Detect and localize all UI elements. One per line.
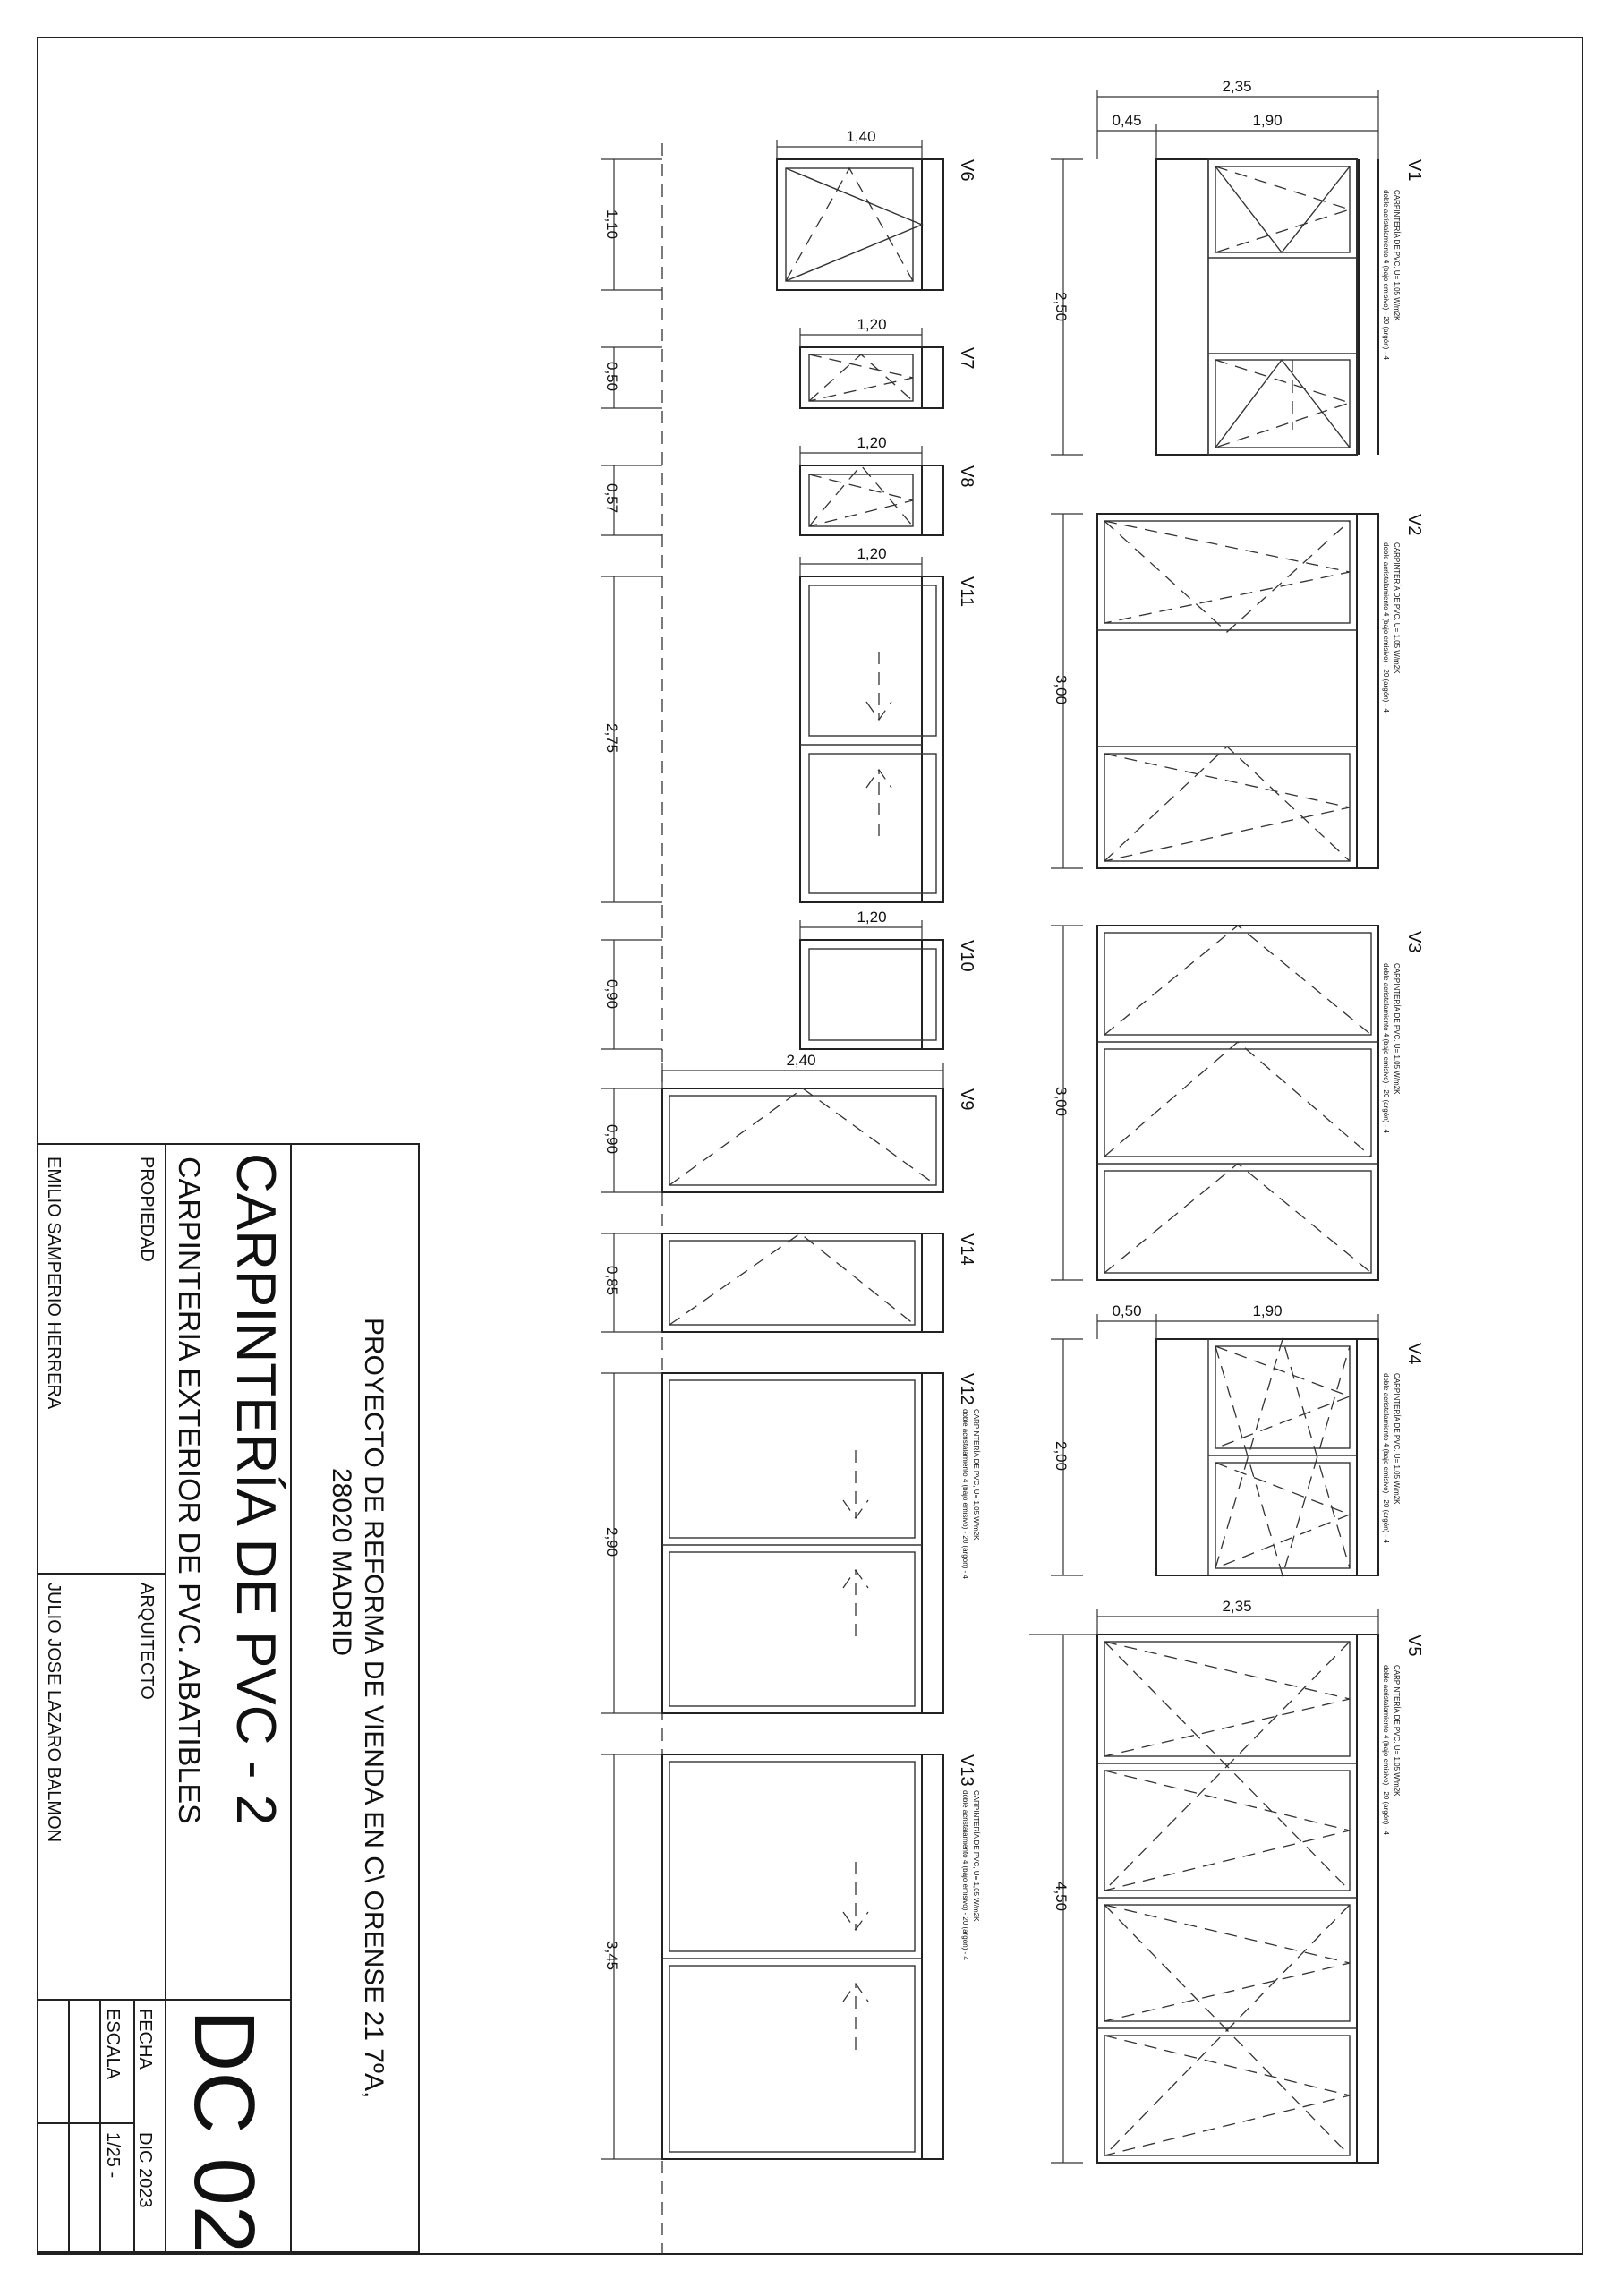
width-v1-left: 0,45 (1112, 112, 1142, 129)
height-v11: 2,75 (603, 723, 620, 754)
svg-text:doble acristalamiento 4 (bajo: doble acristalamiento 4 (bajo emisivo) - 20 (argón) - 4 (1382, 190, 1390, 360)
sheet-border (38, 38, 1582, 2254)
height-v9: 0,90 (603, 1124, 620, 1155)
owner-label: PROPIEDAD (137, 1157, 157, 1262)
project-title-line2: 28020 MADRID (327, 1468, 356, 1657)
date-label: FECHA (135, 2009, 155, 2070)
height-v8: 0,57 (603, 483, 620, 514)
width-v7: 1,20 (857, 316, 887, 333)
date-value: DIC 2023 (135, 2132, 155, 2208)
window-v9 (662, 1088, 943, 1192)
window-v8 (800, 465, 943, 535)
height-v13: 3,45 (603, 1941, 620, 1971)
spec-note-v12 (961, 1409, 980, 1579)
scale-label: ESCALA (103, 2009, 123, 2079)
spec-note-v1 (1382, 190, 1401, 360)
spec-note-v5 (1382, 1665, 1401, 1835)
svg-text:CARPINTERÍA DE PVC, U= 1,05 W/: CARPINTERÍA DE PVC, U= 1,05 W/m2K (1393, 1665, 1401, 1797)
window-v7 (800, 347, 943, 408)
window-id-v11: V11 (957, 576, 976, 608)
window-v10 (800, 940, 943, 1049)
window-id-v12: V12 (957, 1373, 976, 1405)
window-v13 (662, 1754, 943, 2159)
width-v10: 1,20 (857, 909, 887, 926)
svg-text:CARPINTERÍA DE PVC, U= 1,05 W/: CARPINTERÍA DE PVC, U= 1,05 W/m2K (1393, 190, 1401, 321)
width-v4-right: 1,90 (1252, 1302, 1283, 1319)
window-id-v5: V5 (1404, 1635, 1424, 1657)
svg-text:CARPINTERÍA DE PVC, U= 1,05 W/: CARPINTERÍA DE PVC, U= 1,05 W/m2K (972, 1409, 980, 1541)
svg-text:CARPINTERÍA DE PVC, U= 1,05 W/: CARPINTERÍA DE PVC, U= 1,05 W/m2K (972, 1790, 980, 1922)
window-id-v9: V9 (957, 1088, 976, 1111)
window-id-v4: V4 (1404, 1343, 1424, 1365)
height-v14: 0,85 (603, 1266, 620, 1296)
window-v6 (777, 159, 943, 290)
spec-note-v2 (1382, 542, 1401, 713)
height-v5: 4,50 (1053, 1882, 1070, 1912)
width-v5: 2,35 (1222, 1598, 1252, 1615)
window-v14 (662, 1233, 943, 1332)
height-v7: 0,50 (603, 362, 620, 392)
window-id-v1: V1 (1404, 159, 1424, 182)
svg-text:doble acristalamiento 4 (bajo: doble acristalamiento 4 (bajo emisivo) - 20 (argón) - 4 (1382, 542, 1390, 713)
architect-name: JULIO JOSE LAZARO BALMON (44, 1583, 64, 1843)
svg-text:CARPINTERÍA DE PVC, U= 1,05 W/: CARPINTERÍA DE PVC, U= 1,05 W/m2K (1393, 1373, 1401, 1505)
window-v4 (1156, 1339, 1378, 1575)
window-v3 (1097, 926, 1378, 1280)
spec-note-v3 (1382, 963, 1401, 1133)
window-id-v14: V14 (957, 1233, 976, 1266)
height-v1: 2,50 (1053, 292, 1070, 322)
svg-text:doble acristalamiento 4 (bajo: doble acristalamiento 4 (bajo emisivo) - 20 (argón) - 4 (1382, 963, 1390, 1133)
window-id-v8: V8 (957, 465, 976, 488)
window-v12 (662, 1373, 943, 1713)
width-v1-right: 1,90 (1252, 112, 1283, 129)
height-v2: 3,00 (1053, 675, 1070, 705)
width-v11: 1,20 (857, 545, 887, 562)
project-title-line1: PROYECTO DE REFORMA DE VIENDA EN C\ ORENSE 21 7ºA, (359, 1318, 388, 2099)
svg-text:doble acristalamiento 4 (bajo: doble acristalamiento 4 (bajo emisivo) - 20 (argón) - 4 (1382, 1665, 1390, 1835)
window-id-v10: V10 (957, 940, 976, 972)
svg-text:doble acristalamiento 4 (bajo: doble acristalamiento 4 (bajo emisivo) - 20 (argón) - 4 (961, 1790, 969, 1960)
height-v4: 2,00 (1053, 1441, 1070, 1472)
architect-label: ARQUITECTO (137, 1583, 157, 1700)
window-v5 (1097, 1635, 1378, 2163)
window-id-v2: V2 (1404, 514, 1424, 536)
drawing-title: CARPINTERÍA DE PVC - 2 (225, 1153, 286, 1826)
window-v2 (1097, 514, 1378, 868)
svg-text:CARPINTERÍA DE PVC, U= 1,05 W/: CARPINTERÍA DE PVC, U= 1,05 W/m2K (1393, 542, 1401, 674)
height-v3: 3,00 (1053, 1087, 1070, 1117)
window-id-v6: V6 (957, 159, 976, 182)
spec-note-v4 (1382, 1373, 1401, 1543)
width-v9: 2,40 (786, 1052, 816, 1069)
height-v10: 0,90 (603, 979, 620, 1010)
svg-text:CARPINTERÍA DE PVC, U= 1,05 W/: CARPINTERÍA DE PVC, U= 1,05 W/m2K (1393, 963, 1401, 1095)
window-id-v7: V7 (957, 347, 976, 370)
scale-value: 1/25 - (103, 2132, 123, 2179)
height-v12: 2,90 (603, 1527, 620, 1558)
height-v6: 1,10 (603, 209, 620, 240)
width-v1-total: 2,35 (1222, 78, 1252, 95)
width-v4-left: 0,50 (1112, 1302, 1142, 1319)
drawing-subtitle: CARPINTERIA EXTERIOR DE PVC. ABATIBLES (172, 1157, 206, 1824)
spec-note-v13 (961, 1790, 980, 1960)
window-id-v3: V3 (1404, 931, 1424, 953)
svg-text:doble acristalamiento 4 (bajo: doble acristalamiento 4 (bajo emisivo) - 20 (argón) - 4 (1382, 1373, 1390, 1543)
dimension-lines (601, 90, 1378, 2163)
window-v1 (1156, 159, 1378, 455)
svg-text:doble acristalamiento 4 (bajo: doble acristalamiento 4 (bajo emisivo) - 20 (argón) - 4 (961, 1409, 969, 1579)
title-block (38, 1144, 419, 2253)
width-v8: 1,20 (857, 434, 887, 451)
width-v6: 1,40 (846, 128, 876, 145)
sheet-code: DC 02 (176, 2010, 272, 2254)
owner-name: EMILIO SAMPERIO HERRERA (44, 1157, 64, 1410)
window-id-v13: V13 (957, 1754, 976, 1787)
window-v11 (800, 576, 943, 902)
